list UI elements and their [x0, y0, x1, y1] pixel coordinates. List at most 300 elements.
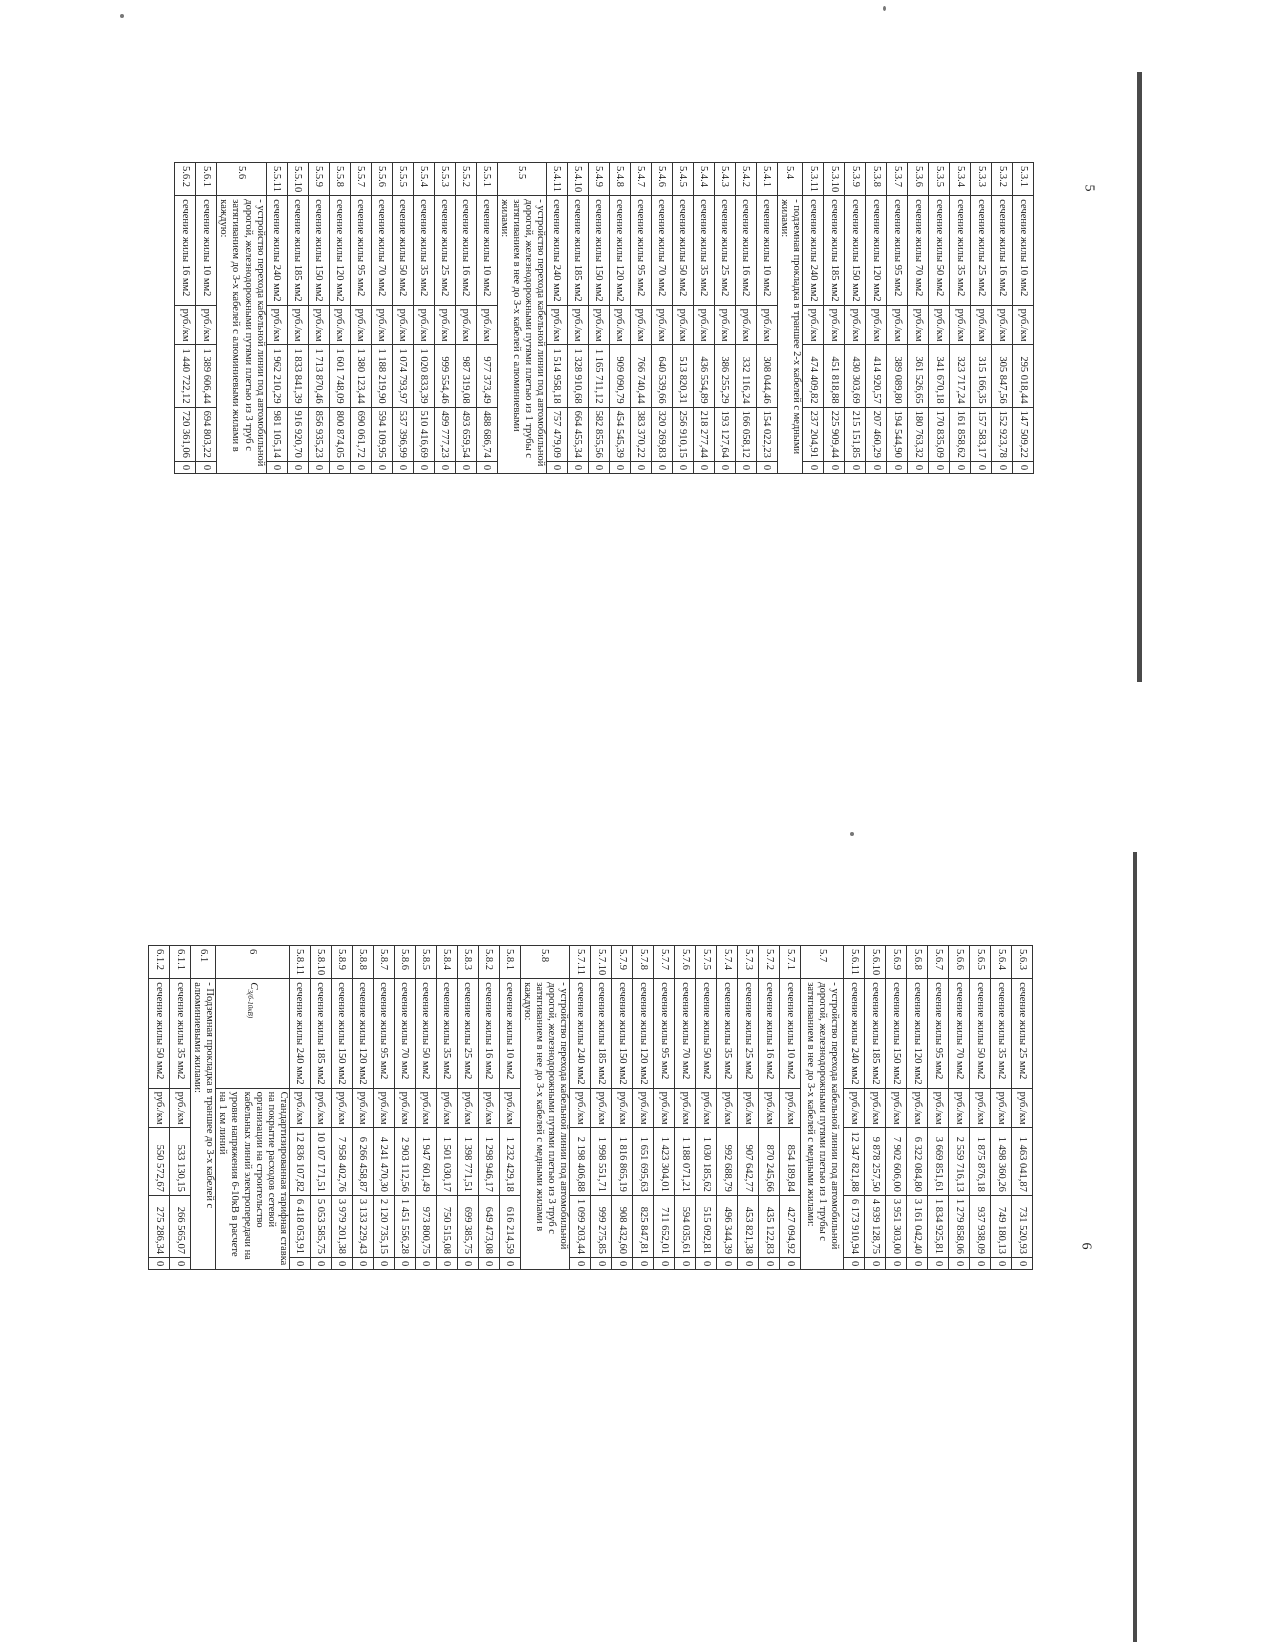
row-rate-value-zero: 0: [929, 461, 950, 473]
table-row: [331, 946, 352, 1270]
row-number: 5.5.3: [434, 163, 455, 196]
row-description: сечение жилы 240 мм2: [546, 196, 567, 305]
row-description: сечение жилы 70 мм2: [908, 196, 929, 305]
row-rate-value: 1 020 833,39: [413, 345, 434, 407]
table-row: [887, 163, 908, 474]
row-rate-value-zero: 0: [310, 1257, 331, 1269]
row-rate-value: 870 245,66: [759, 1128, 780, 1195]
row-number: 5.4.1: [756, 163, 777, 196]
row-number: 5.4.11: [546, 163, 567, 196]
row-rate-value-half: 649 473,08: [478, 1195, 499, 1257]
row-description: сечение жилы 70 мм2: [949, 979, 970, 1088]
row-description: сечение жилы 120 мм2: [352, 979, 373, 1088]
table-row: [950, 163, 971, 474]
row-rate-value-half: 999 275,85: [591, 1195, 612, 1257]
row-unit: руб./км: [738, 1088, 759, 1128]
row-rate-value-half: 800 874,05: [329, 407, 350, 461]
table-row: [654, 946, 675, 1270]
row-description: сечение жилы 10 мм2: [1013, 196, 1034, 305]
row-rate-value: 992 688,79: [717, 1128, 738, 1195]
row-rate-value-half: 496 344,39: [717, 1195, 738, 1257]
row-rate-value: 1 398 771,51: [457, 1128, 478, 1195]
row-rate-value: 1 188 071,21: [675, 1128, 696, 1195]
row-rate-value-zero: 0: [455, 461, 476, 473]
row-rate-value-half: 694 803,22: [196, 407, 217, 461]
row-number: 5.4.8: [609, 163, 630, 196]
row-unit: руб./км: [929, 305, 950, 345]
row-rate-value-zero: 0: [803, 461, 824, 473]
row-number: 5.8.10: [310, 946, 331, 979]
row-number: 5.8.4: [436, 946, 457, 979]
row-number: 5.7.4: [717, 946, 738, 979]
table-row: [415, 946, 436, 1270]
table-row: [886, 946, 907, 1270]
row-unit: руб./км: [887, 305, 908, 345]
row-unit: руб./км: [287, 305, 308, 345]
row-unit: руб./км: [591, 1088, 612, 1128]
scan-speck: [120, 14, 124, 18]
row-rate-value-half: 266 565,07: [170, 1195, 191, 1257]
row-rate-value-half: 690 061,72: [350, 407, 371, 461]
row-number: 5.4.5: [672, 163, 693, 196]
row-description: сечение жилы 50 мм2: [415, 979, 436, 1088]
row-rate-value-half: 207 460,29: [866, 407, 887, 461]
table-row: [457, 946, 478, 1270]
row-rate-value-zero: 0: [672, 461, 693, 473]
row-rate-value: 474 409,82: [803, 345, 824, 407]
row-number: 5.5.8: [329, 163, 350, 196]
row-number: 5.6.5: [970, 946, 991, 979]
row-description: сечение жилы 50 мм2: [672, 196, 693, 305]
row-unit: руб./км: [950, 305, 971, 345]
row-number: 5.6.10: [865, 946, 886, 979]
row-rate-value: 295 018,44: [1013, 345, 1034, 407]
row-unit: руб./км: [175, 305, 196, 345]
row-rate-value-zero: 0: [950, 461, 971, 473]
row-rate-value-zero: 0: [609, 461, 630, 473]
scan-edge-line-top: [1137, 72, 1142, 682]
row-description: сечение жилы 50 мм2: [929, 196, 950, 305]
table-row: [570, 946, 591, 1270]
row-unit: руб./км: [392, 305, 413, 345]
section-title: - устройство перехода кабельной линии под автомобильной дорогой, железнодорожными путями плетью из 3 труб с затягиванием в нее до 3-х кабелей с медными жилами в каждую:: [520, 979, 569, 1270]
row-rate-value-half: 973 800,75: [415, 1195, 436, 1257]
row-rate-value-zero: 0: [759, 1257, 780, 1269]
row-unit: руб./км: [434, 305, 455, 345]
table-row: [907, 946, 928, 1270]
row-rate-value-zero: 0: [908, 461, 929, 473]
table-row: [287, 163, 308, 474]
table-row: [588, 163, 609, 474]
tariff-code-voltage: (б-10кВ): [246, 993, 255, 1019]
row-description: сечение жилы 50 мм2: [970, 979, 991, 1088]
row-description: сечение жилы 16 мм2: [478, 979, 499, 1088]
section-header-row: [217, 163, 266, 474]
row-description: сечение жилы 95 мм2: [350, 196, 371, 305]
row-unit: руб./км: [865, 1088, 886, 1128]
row-rate-value-half: 237 204,91: [803, 407, 824, 461]
section-number: 5.7: [801, 946, 844, 979]
row-number: 5.3.5: [929, 163, 950, 196]
row-rate-value: 550 572,67: [149, 1128, 170, 1195]
table-row: [567, 163, 588, 474]
row-rate-value-zero: 0: [845, 461, 866, 473]
row-rate-value: 4 241 470,30: [373, 1128, 394, 1195]
row-rate-value: 9 878 257,50: [865, 1128, 886, 1195]
table-row: [546, 163, 567, 474]
row-rate-value-half: 4 939 128,75: [865, 1195, 886, 1257]
row-unit: руб./км: [373, 1088, 394, 1128]
table-row: [824, 163, 845, 474]
row-number: 5.8.8: [352, 946, 373, 979]
row-rate-value-half: 218 277,44: [693, 407, 714, 461]
table-row: [371, 163, 392, 474]
row-description: сечение жилы 240 мм2: [844, 979, 865, 1088]
row-unit: руб./км: [331, 1088, 352, 1128]
row-rate-value-zero: 0: [476, 461, 497, 473]
tariff-code-letter: C: [248, 982, 261, 990]
row-rate-value-zero: 0: [567, 461, 588, 473]
row-number: 5.8.6: [394, 946, 415, 979]
row-rate-value: 1 501 030,17: [436, 1128, 457, 1195]
row-rate-value: 1 833 841,39: [287, 345, 308, 407]
row-description: сечение жилы 25 мм2: [738, 979, 759, 1088]
row-rate-value: 332 116,24: [735, 345, 756, 407]
row-number: 5.6.9: [886, 946, 907, 979]
row-rate-value-zero: 0: [352, 1257, 373, 1269]
table-row: [289, 946, 310, 1270]
table-row: [929, 163, 950, 474]
page-number-top: 5: [1081, 184, 1097, 192]
row-unit: руб./км: [352, 1088, 373, 1128]
row-description: сечение жилы 120 мм2: [609, 196, 630, 305]
row-description: сечение жилы 185 мм2: [824, 196, 845, 305]
row-rate-value-zero: 0: [824, 461, 845, 473]
row-rate-value-zero: 0: [696, 1257, 717, 1269]
row-rate-value-zero: 0: [308, 461, 329, 473]
row-rate-value-zero: 0: [1012, 1257, 1033, 1269]
section-header-row: [497, 163, 546, 474]
row-rate-value-half: 825 847,81: [633, 1195, 654, 1257]
row-rate-value-zero: 0: [266, 461, 287, 473]
row-number: 5.3.8: [866, 163, 887, 196]
row-description: сечение жилы 35 мм2: [170, 979, 191, 1088]
row-number: 5.8.1: [499, 946, 520, 979]
row-unit: руб./км: [756, 305, 777, 345]
row-number: 5.7.5: [696, 946, 717, 979]
table-row: [436, 946, 457, 1270]
row-rate-value-zero: 0: [630, 461, 651, 473]
row-rate-value-half: 383 370,22: [630, 407, 651, 461]
row-rate-value-half: 1 451 556,28: [394, 1195, 415, 1257]
row-rate-value: 451 818,88: [824, 345, 845, 407]
row-unit: руб./км: [735, 305, 756, 345]
row-rate-value-half: 711 652,01: [654, 1195, 675, 1257]
section-number: 5.5: [497, 163, 546, 196]
row-rate-value-half: 616 214,59: [499, 1195, 520, 1257]
table-row: [609, 163, 630, 474]
row-rate-value: 1 875 876,18: [970, 1128, 991, 1195]
row-description: сечение жилы 16 мм2: [992, 196, 1013, 305]
row-rate-value-half: 225 909,44: [824, 407, 845, 461]
row-rate-value-half: 488 686,74: [476, 407, 497, 461]
row-rate-value: 414 920,57: [866, 345, 887, 407]
row-number: 5.5.2: [455, 163, 476, 196]
row-number: 5.3.7: [887, 163, 908, 196]
row-rate-value-zero: 0: [714, 461, 735, 473]
row-rate-value: 999 554,46: [434, 345, 455, 407]
row-rate-value-zero: 0: [693, 461, 714, 473]
row-rate-value-zero: 0: [991, 1257, 1012, 1269]
row-rate-value-zero: 0: [570, 1257, 591, 1269]
table-row: [499, 946, 520, 1270]
row-rate-value-zero: 0: [457, 1257, 478, 1269]
row-rate-value: 430 303,69: [845, 345, 866, 407]
row-description: сечение жилы 185 мм2: [591, 979, 612, 1088]
table-row: [928, 946, 949, 1270]
row-description: сечение жилы 35 мм2: [413, 196, 434, 305]
row-description: сечение жилы 150 мм2: [331, 979, 352, 1088]
row-number: 5.5.5: [392, 163, 413, 196]
row-rate-value-half: 937 938,09: [970, 1195, 991, 1257]
section-title: Стандартизированная тарифная ставка на покрытие расходов сетевой организации на строительство кабельных линий электропередачи на уровне напряжения 6-10кВ в расчете на 1 км линий: [216, 1088, 289, 1270]
row-rate-value: 1 998 551,71: [591, 1128, 612, 1195]
row-unit: руб./км: [696, 1088, 717, 1128]
table-row: [1012, 946, 1033, 1270]
row-unit: руб./км: [928, 1088, 949, 1128]
row-number: 5.7.6: [675, 946, 696, 979]
row-rate-value: 389 089,80: [887, 345, 908, 407]
row-number: 5.7.8: [633, 946, 654, 979]
row-rate-value-zero: 0: [350, 461, 371, 473]
row-description: сечение жилы 70 мм2: [651, 196, 672, 305]
section-number: 6.1: [191, 946, 216, 979]
row-rate-value: 2 559 716,13: [949, 1128, 970, 1195]
row-rate-value-half: 537 396,99: [392, 407, 413, 461]
row-rate-value-half: 147 509,22: [1013, 407, 1034, 461]
row-unit: руб./км: [1012, 1088, 1033, 1128]
row-rate-value-zero: 0: [1013, 461, 1034, 473]
row-unit: руб./км: [196, 305, 217, 345]
row-rate-value: 1 816 865,19: [612, 1128, 633, 1195]
row-rate-value: 6 322 084,80: [907, 1128, 928, 1195]
scan-speck: [850, 832, 854, 836]
table-row: [949, 946, 970, 1270]
row-rate-value: 987 319,08: [455, 345, 476, 407]
row-rate-value-zero: 0: [394, 1257, 415, 1269]
row-rate-value: 12 347 821,88: [844, 1128, 865, 1195]
row-rate-value-zero: 0: [887, 461, 908, 473]
row-description: сечение жилы 10 мм2: [499, 979, 520, 1088]
row-rate-value-half: 6 173 910,94: [844, 1195, 865, 1257]
row-unit: руб./км: [714, 305, 735, 345]
row-description: сечение жилы 150 мм2: [588, 196, 609, 305]
row-rate-value-half: 908 432,60: [612, 1195, 633, 1257]
row-rate-value: 513 820,31: [672, 345, 693, 407]
table-row: [865, 946, 886, 1270]
row-rate-value: 386 255,29: [714, 345, 735, 407]
row-rate-value-half: 515 092,81: [696, 1195, 717, 1257]
table-row: [476, 163, 497, 474]
row-rate-value-zero: 0: [971, 461, 992, 473]
top-tariff-table: [174, 162, 1034, 474]
table-row: [612, 946, 633, 1270]
row-rate-value-zero: 0: [392, 461, 413, 473]
row-number: 5.3.2: [992, 163, 1013, 196]
row-description: сечение жилы 25 мм2: [971, 196, 992, 305]
row-description: сечение жилы 50 мм2: [149, 979, 170, 1088]
row-unit: руб./км: [717, 1088, 738, 1128]
row-description: сечение жилы 150 мм2: [845, 196, 866, 305]
table-row: [844, 946, 865, 1270]
row-rate-value-half: 916 920,70: [287, 407, 308, 461]
row-unit: руб./км: [436, 1088, 457, 1128]
row-number: 5.4.2: [735, 163, 756, 196]
row-unit: руб./км: [908, 305, 929, 345]
table-row: [196, 163, 217, 474]
row-rate-value-half: 454 545,39: [609, 407, 630, 461]
table-row: [735, 163, 756, 474]
row-number: 5.3.3: [971, 163, 992, 196]
row-rate-value-zero: 0: [612, 1257, 633, 1269]
row-rate-value-zero: 0: [633, 1257, 654, 1269]
row-rate-value: 1 328 910,68: [567, 345, 588, 407]
row-number: 5.8.9: [331, 946, 352, 979]
row-number: 5.8.3: [457, 946, 478, 979]
row-rate-value-zero: 0: [373, 1257, 394, 1269]
row-description: сечение жилы 35 мм2: [991, 979, 1012, 1088]
table-row: [717, 946, 738, 1270]
table-row: [373, 946, 394, 1270]
row-rate-value-half: 499 777,23: [434, 407, 455, 461]
row-number: 5.6.8: [907, 946, 928, 979]
row-rate-value: 1 423 304,01: [654, 1128, 675, 1195]
row-unit: руб./км: [866, 305, 887, 345]
table-row: [651, 163, 672, 474]
row-number: 5.6.6: [949, 946, 970, 979]
row-unit: руб./км: [371, 305, 392, 345]
row-description: сечение жилы 16 мм2: [175, 196, 196, 305]
table-row: [908, 163, 929, 474]
table-row: [434, 163, 455, 474]
row-unit: руб./км: [971, 305, 992, 345]
row-rate-value-half: 170 835,09: [929, 407, 950, 461]
row-description: сечение жилы 16 мм2: [735, 196, 756, 305]
row-rate-value-half: 720 361,06: [175, 407, 196, 461]
table-row: [308, 163, 329, 474]
row-unit: руб./км: [759, 1088, 780, 1128]
row-rate-value: 315 166,35: [971, 345, 992, 407]
row-unit: руб./км: [609, 305, 630, 345]
row-rate-value: 1 188 219,90: [371, 345, 392, 407]
row-rate-value-half: 166 058,12: [735, 407, 756, 461]
row-unit: руб./км: [693, 305, 714, 345]
row-unit: руб./км: [651, 305, 672, 345]
row-rate-value: 766 740,44: [630, 345, 651, 407]
row-unit: руб./км: [394, 1088, 415, 1128]
row-unit: руб./км: [654, 1088, 675, 1128]
row-number: 5.4.4: [693, 163, 714, 196]
row-rate-value-half: 510 416,69: [413, 407, 434, 461]
table-row: [329, 163, 350, 474]
row-number: 5.8.11: [289, 946, 310, 979]
table-row: [266, 163, 287, 474]
row-number: 5.4.9: [588, 163, 609, 196]
row-rate-value: 436 554,89: [693, 345, 714, 407]
row-rate-value-half: 194 544,90: [887, 407, 908, 461]
row-rate-value-zero: 0: [907, 1257, 928, 1269]
row-rate-value: 7 958 402,76: [331, 1128, 352, 1195]
row-unit: руб./км: [675, 1088, 696, 1128]
row-rate-value-half: 6 418 053,91: [289, 1195, 310, 1257]
table-row: [866, 163, 887, 474]
row-number: 6.1.1: [170, 946, 191, 979]
row-rate-value-half: 427 094,92: [780, 1195, 801, 1257]
row-rate-value-zero: 0: [478, 1257, 499, 1269]
row-rate-value: 1 514 958,18: [546, 345, 567, 407]
row-description: сечение жилы 70 мм2: [394, 979, 415, 1088]
section-title: - подземная прокладка в траншее 2-х кабелей с медными жилами:: [777, 196, 802, 474]
row-rate-value-half: 594 035,61: [675, 1195, 696, 1257]
row-unit: руб./км: [455, 305, 476, 345]
row-number: 5.8.7: [373, 946, 394, 979]
row-rate-value-zero: 0: [499, 1257, 520, 1269]
row-rate-value: 341 670,18: [929, 345, 950, 407]
row-description: сечение жилы 120 мм2: [866, 196, 887, 305]
section-header-row: [801, 946, 844, 1270]
row-rate-value: 854 189,84: [780, 1128, 801, 1195]
row-rate-value-half: 1 834 925,81: [928, 1195, 949, 1257]
section-title: - устройство перехода кабельной линии под автомобильной дорогой, железнодорожными путями плетью из 3 труб с затягиванием до 3-х кабелей с алюминиевыми жилами в каждую:: [217, 196, 266, 474]
row-description: сечение жилы 16 мм2: [759, 979, 780, 1088]
row-rate-value-half: 3 951 303,00: [886, 1195, 907, 1257]
row-number: 5.6.1: [196, 163, 217, 196]
row-description: сечение жилы 150 мм2: [308, 196, 329, 305]
row-unit: руб./км: [457, 1088, 478, 1128]
row-description: сечение жилы 50 мм2: [392, 196, 413, 305]
row-number: 5.7.11: [570, 946, 591, 979]
row-rate-value-zero: 0: [675, 1257, 696, 1269]
row-rate-value-zero: 0: [970, 1257, 991, 1269]
row-unit: руб./км: [588, 305, 609, 345]
row-unit: руб./км: [170, 1088, 191, 1128]
row-rate-value: 909 090,79: [609, 345, 630, 407]
row-number: 5.8.5: [415, 946, 436, 979]
row-rate-value: 1 947 601,49: [415, 1128, 436, 1195]
row-rate-value-half: 757 479,09: [546, 407, 567, 461]
row-unit: руб./км: [415, 1088, 436, 1128]
row-rate-value: 7 902 606,00: [886, 1128, 907, 1195]
row-unit: руб./км: [499, 1088, 520, 1128]
row-rate-value: 1 298 946,17: [478, 1128, 499, 1195]
row-rate-value-zero: 0: [654, 1257, 675, 1269]
row-description: сечение жилы 95 мм2: [928, 979, 949, 1088]
table-row: [991, 946, 1012, 1270]
section-number: 5.4: [777, 163, 802, 196]
table-row: [170, 946, 191, 1270]
row-rate-value-half: 981 105,14: [266, 407, 287, 461]
row-rate-value-half: 3 133 229,43: [352, 1195, 373, 1257]
row-number: 5.5.11: [266, 163, 287, 196]
row-rate-value: 1 498 360,26: [991, 1128, 1012, 1195]
row-rate-value: 1 440 722,12: [175, 345, 196, 407]
table-row: [675, 946, 696, 1270]
row-rate-value-half: 161 858,62: [950, 407, 971, 461]
row-rate-value-half: 3 161 042,40: [907, 1195, 928, 1257]
row-rate-value-zero: 0: [175, 461, 196, 473]
row-number: 5.5.1: [476, 163, 497, 196]
row-rate-value-half: 256 910,15: [672, 407, 693, 461]
